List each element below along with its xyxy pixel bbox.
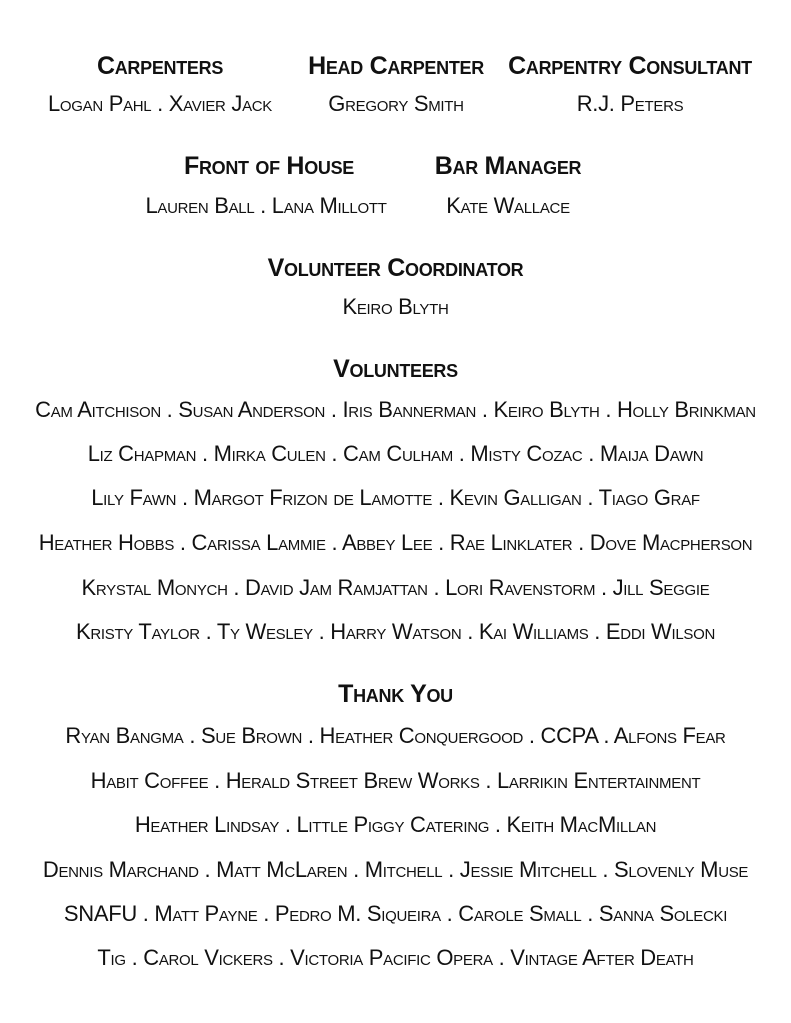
- carpenters-names: Logan Pahl . Xavier Jack: [47, 91, 273, 116]
- carpentry-consultant-name: R.J. Peters: [576, 91, 684, 116]
- volunteer-coordinator-title: Volunteer Coordinator: [267, 254, 524, 282]
- volunteer-coordinator-name: Keiro Blyth: [342, 294, 449, 319]
- volunteers-line: Lily Fawn . Margot Frizon de Lamotte . Kevin Galligan . Tiago Graf: [91, 485, 700, 510]
- thanks-line: Habit Coffee . Herald Street Brew Works . Larrikin Entertainment: [90, 768, 701, 793]
- volunteers-line: Cam Aitchison . Susan Anderson . Iris Bannerman . Keiro Blyth . Holly Brinkman: [35, 397, 756, 422]
- thanks-line: Dennis Marchand . Matt McLaren . Mitchell . Jessie Mitchell . Slovenly Muse: [42, 857, 749, 882]
- volunteers-line: Krystal Monych . David Jam Ramjattan . Lori Ravenstorm . Jill Seggie: [81, 575, 710, 600]
- thanks-line: Tig . Carol Vickers . Victoria Pacific Opera . Vintage After Death: [97, 945, 694, 970]
- bar-manager-title: Bar Manager: [434, 152, 582, 180]
- front-of-house-names: Lauren Ball . Lana Millott: [145, 193, 387, 218]
- carpenters-title: Carpenters: [96, 52, 224, 80]
- bar-manager-name: Kate Wallace: [446, 193, 570, 218]
- thanks-line: Heather Lindsay . Little Piggy Catering . Keith MacMillan: [134, 812, 657, 837]
- thank-you-title: Thank You: [338, 680, 453, 708]
- head-carpenter-name: Gregory Smith: [328, 91, 464, 116]
- front-of-house-title: Front of House: [183, 152, 355, 180]
- volunteers-line: Liz Chapman . Mirka Culen . Cam Culham . Misty Cozac . Maija Dawn: [87, 441, 704, 466]
- volunteers-title: Volunteers: [333, 355, 458, 383]
- volunteers-line: Kristy Taylor . Ty Wesley . Harry Watson . Kai Williams . Eddi Wilson: [75, 619, 716, 644]
- carpentry-consultant-title: Carpentry Consultant: [508, 52, 752, 80]
- thanks-line: Ryan Bangma . Sue Brown . Heather Conquergood . CCPA . Alfons Fear: [65, 723, 726, 748]
- volunteers-line: Heather Hobbs . Carissa Lammie . Abbey Lee . Rae Linklater . Dove Macpherson: [38, 530, 753, 555]
- head-carpenter-title: Head Carpenter: [308, 52, 484, 80]
- thanks-line: SNAFU . Matt Payne . Pedro M. Siqueira . Carole Small . Sanna Solecki: [63, 901, 728, 926]
